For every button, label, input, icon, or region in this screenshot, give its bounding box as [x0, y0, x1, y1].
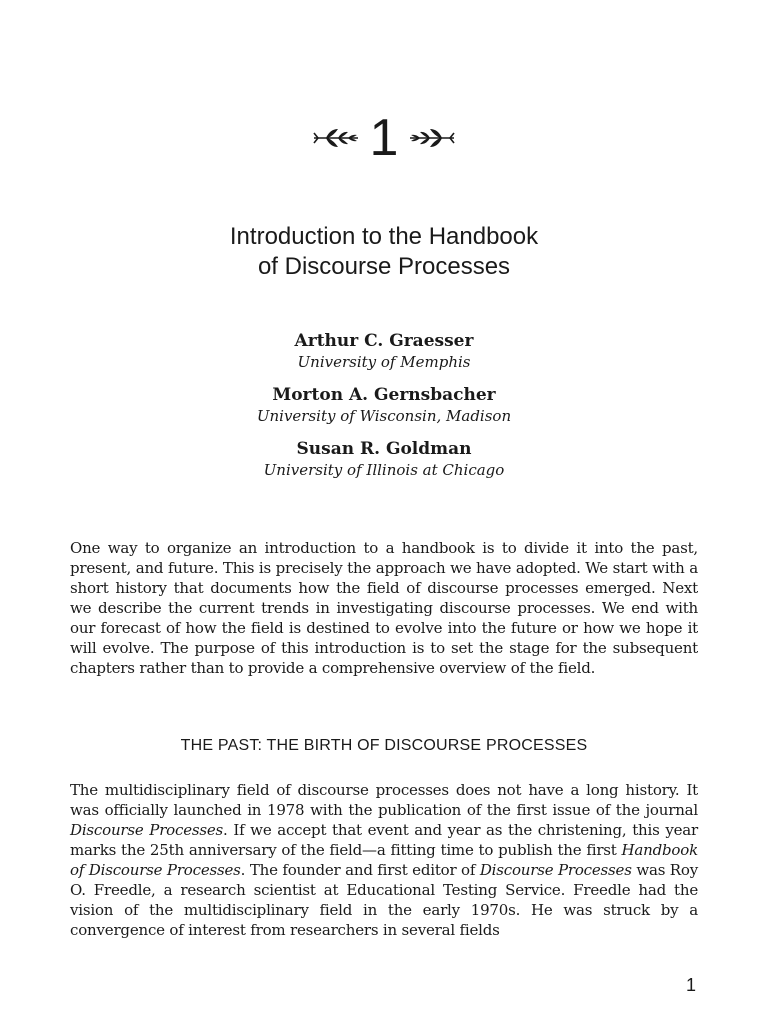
author-block	[0, 384, 768, 426]
intro-paragraph: One way to organize an introduction to a handbook is to divide it into the past, present, and future. This is precisely the approach we have adopted. We start with a short history that documents how the field of discourse processes emerged. Next we describe the current trends in investigating discourse processes. We end with our forecast of how the field is destined to evolve into the future or how we hope it will evolve. The purpose of this introduction is to set the stage for the subsequent chapters rather than to provide a comprehensive overview of the field.	[70, 539, 698, 677]
author-affiliation: University of Wisconsin, Madison	[256, 407, 512, 425]
chapter-title	[0, 222, 768, 282]
chapter-title-line2: of Discourse Processes	[257, 253, 511, 280]
section-heading: THE PAST: THE BIRTH OF DISCOURSE PROCESSES	[180, 737, 588, 754]
left-flourish-icon	[312, 126, 360, 150]
paragraph-text: The multidisciplinary field of discourse processes does not have a long history. It was officially launched in 1978 with the publication of the first issue of the journal	[70, 781, 698, 819]
author-affiliation: University of Illinois at Chicago	[263, 461, 505, 479]
author-block	[0, 438, 768, 480]
author-list	[0, 330, 768, 492]
chapter-ornament	[0, 109, 768, 167]
chapter-title-line1: Introduction to the Handbook	[229, 223, 539, 250]
paragraph-text: was Roy O. Freedle, a research scientist at Educational Testing Service. Freedle had the vision of the multidisciplinary field in the early 1970s. He was struck by a convergence of interest from researchers in several fields	[70, 861, 698, 939]
journal-title: Discourse Processes	[479, 861, 632, 879]
paragraph-text: . If we accept that event and year as the christening, this year marks the 25th anniversary of the field—a fitting time to publish the first	[70, 821, 698, 859]
paragraph-text: . The founder and first editor of	[240, 861, 480, 879]
chapter-number: 1	[369, 109, 399, 167]
handbook-title: Handbook of Discourse Processes	[70, 841, 698, 879]
author-name: Arthur C. Graesser	[294, 331, 474, 351]
author-affiliation: University of Memphis	[297, 353, 471, 371]
journal-title: Discourse Processes	[70, 821, 224, 839]
section-paragraph	[70, 780, 698, 940]
page-number: 1	[685, 975, 696, 995]
author-block	[0, 330, 768, 372]
right-flourish-icon	[408, 126, 456, 150]
author-name: Morton A. Gernsbacher	[272, 385, 496, 405]
author-name: Susan R. Goldman	[296, 439, 472, 459]
